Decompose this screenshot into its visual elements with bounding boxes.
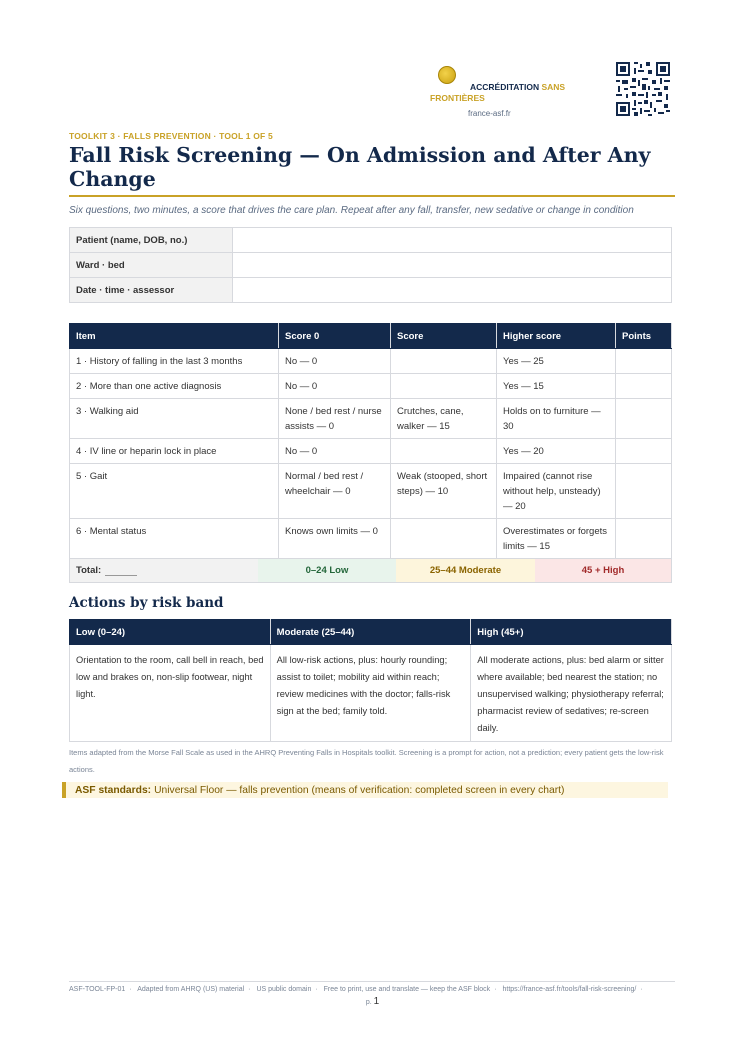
standards-text: Universal Floor — falls prevention (means of verification: completed screen in every chart): [154, 784, 565, 796]
total-blank-line[interactable]: [105, 566, 137, 576]
score-0-cell: None / bed rest / nurse assists — 0: [279, 399, 391, 439]
table-row: [70, 374, 672, 399]
actions-low-cell: Orientation to the room, call bell in reach, bed low and brakes on, non-slip footwear, night light.: [70, 645, 271, 742]
header-points: Points: [616, 324, 672, 349]
id-row: [70, 253, 672, 278]
score-cell: Crutches, cane, walker — 15: [391, 399, 497, 439]
id-label: Date · time · assessor: [70, 278, 233, 303]
id-row: [70, 228, 672, 253]
footer-terms: Free to print, use and translate — keep the ASF block: [323, 986, 491, 993]
score-cell: Weak (stooped, short steps) — 10: [391, 464, 497, 519]
actions-heading: Actions by risk band: [69, 595, 224, 611]
higher-score-cell: Yes — 25: [497, 349, 616, 374]
id-label: Ward · bed: [70, 253, 233, 278]
header-score: Score: [391, 324, 497, 349]
item-cell: 2 · More than one active diagnosis: [70, 374, 279, 399]
higher-score-cell: Overestimates or forgets limits — 15: [497, 519, 616, 559]
id-value-field[interactable]: [233, 228, 672, 253]
band-low-badge: 0–24 Low: [258, 559, 396, 582]
org-url[interactable]: france-asf.fr: [468, 109, 511, 118]
higher-score-cell: Holds on to furniture — 30: [497, 399, 616, 439]
score-0-cell: Normal / bed rest / wheelchair — 0: [279, 464, 391, 519]
score-cell: [391, 374, 497, 399]
footer-source: Adapted from AHRQ (US) material: [137, 986, 245, 993]
subtitle: Six questions, two minutes, a score that drives the care plan. Repeat after any fall, transfer, new sedative or change in condition: [69, 205, 634, 216]
id-row: [70, 278, 672, 303]
org-name-part1: ACCRÉDITATION: [470, 82, 540, 92]
id-value-field[interactable]: [233, 278, 672, 303]
points-field[interactable]: [616, 349, 672, 374]
header: [430, 62, 680, 122]
header-high: High (45+): [471, 620, 672, 645]
band-high-badge: 45 + High: [535, 559, 671, 582]
footnote: Items adapted from the Morse Fall Scale as used in the AHRQ Preventing Falls in Hospitals toolkit. Screening is a prompt for action, not a prediction; every patient gets the low-risk actions.: [69, 748, 664, 774]
patient-id-table: [69, 227, 672, 303]
score-table: [69, 323, 672, 559]
score-0-cell: No — 0: [279, 349, 391, 374]
table-row: [70, 399, 672, 439]
header-score-0: Score 0: [279, 324, 391, 349]
score-0-cell: No — 0: [279, 439, 391, 464]
id-label: Patient (name, DOB, no.): [70, 228, 233, 253]
score-header-row: [70, 324, 672, 349]
points-field[interactable]: [616, 519, 672, 559]
item-cell: 5 · Gait: [70, 464, 279, 519]
footer-link[interactable]: https://france-asf.fr/tools/fall-risk-screening/: [502, 986, 637, 993]
org-name-part2: SANS FRONTIÈRES: [430, 82, 566, 103]
id-value-field[interactable]: [233, 253, 672, 278]
kicker: TOOLKIT 3 · FALLS PREVENTION · TOOL 1 OF 5: [69, 131, 273, 141]
item-cell: 6 · Mental status: [70, 519, 279, 559]
footer-doc-id: ASF-TOOL-FP-01: [69, 986, 126, 993]
item-cell: 1 · History of falling in the last 3 months: [70, 349, 279, 374]
score-0-cell: Knows own limits — 0: [279, 519, 391, 559]
table-row: [70, 439, 672, 464]
qr-code-icon: [616, 62, 670, 116]
actions-high-cell: All moderate actions, plus: bed alarm or sitter where available; bed nearest the station; no unsupervised walking; physiotherapy referral; pharmacist review of sedatives; re-screen daily.: [471, 645, 672, 742]
footer: ASF-TOOL-FP-01 · Adapted from AHRQ (US) material · US public domain · Free to print, use and translate — keep the ASF block · https://france-asf.fr/tools/fall-risk-screening/ ·: [69, 986, 643, 993]
header-low: Low (0–24): [70, 620, 271, 645]
points-field[interactable]: [616, 439, 672, 464]
table-row: [70, 464, 672, 519]
footer-license: US public domain: [256, 986, 312, 993]
page-number-value: 1: [373, 996, 380, 1007]
title-divider: [69, 195, 675, 197]
actions-header-row: [70, 620, 672, 645]
page-number: [0, 996, 745, 1007]
page-title: Fall Risk Screening — On Admission and After Any Change: [69, 143, 651, 191]
score-0-cell: No — 0: [279, 374, 391, 399]
footer-divider: [69, 981, 675, 982]
points-field[interactable]: [616, 374, 672, 399]
higher-score-cell: Yes — 15: [497, 374, 616, 399]
item-cell: 3 · Walking aid: [70, 399, 279, 439]
page-prefix: p.: [365, 999, 372, 1006]
header-higher-score: Higher score: [497, 324, 616, 349]
total-label: Total:: [76, 565, 102, 576]
score-cell: [391, 519, 497, 559]
higher-score-cell: Impaired (cannot rise without help, unsteady) — 20: [497, 464, 616, 519]
standards-callout: [62, 782, 668, 798]
higher-score-cell: Yes — 20: [497, 439, 616, 464]
score-cell: [391, 439, 497, 464]
points-field[interactable]: [616, 464, 672, 519]
score-cell: [391, 349, 497, 374]
points-field[interactable]: [616, 399, 672, 439]
total-field[interactable]: [70, 559, 258, 582]
item-cell: 4 · IV line or heparin lock in place: [70, 439, 279, 464]
standards-label: ASF standards:: [75, 784, 152, 796]
actions-row: [70, 645, 672, 742]
table-row: [70, 349, 672, 374]
actions-moderate-cell: All low-risk actions, plus: hourly rounding; assist to toilet; mobility aid within reach; review medicines with the doctor; falls-risk sign at the bed; family told.: [270, 645, 471, 742]
header-moderate: Moderate (25–44): [270, 620, 471, 645]
band-moderate-badge: 25–44 Moderate: [396, 559, 535, 582]
actions-table: [69, 619, 672, 742]
table-row: [70, 519, 672, 559]
totals-row: [69, 558, 672, 583]
org-name: [430, 82, 590, 104]
header-item: Item: [70, 324, 279, 349]
